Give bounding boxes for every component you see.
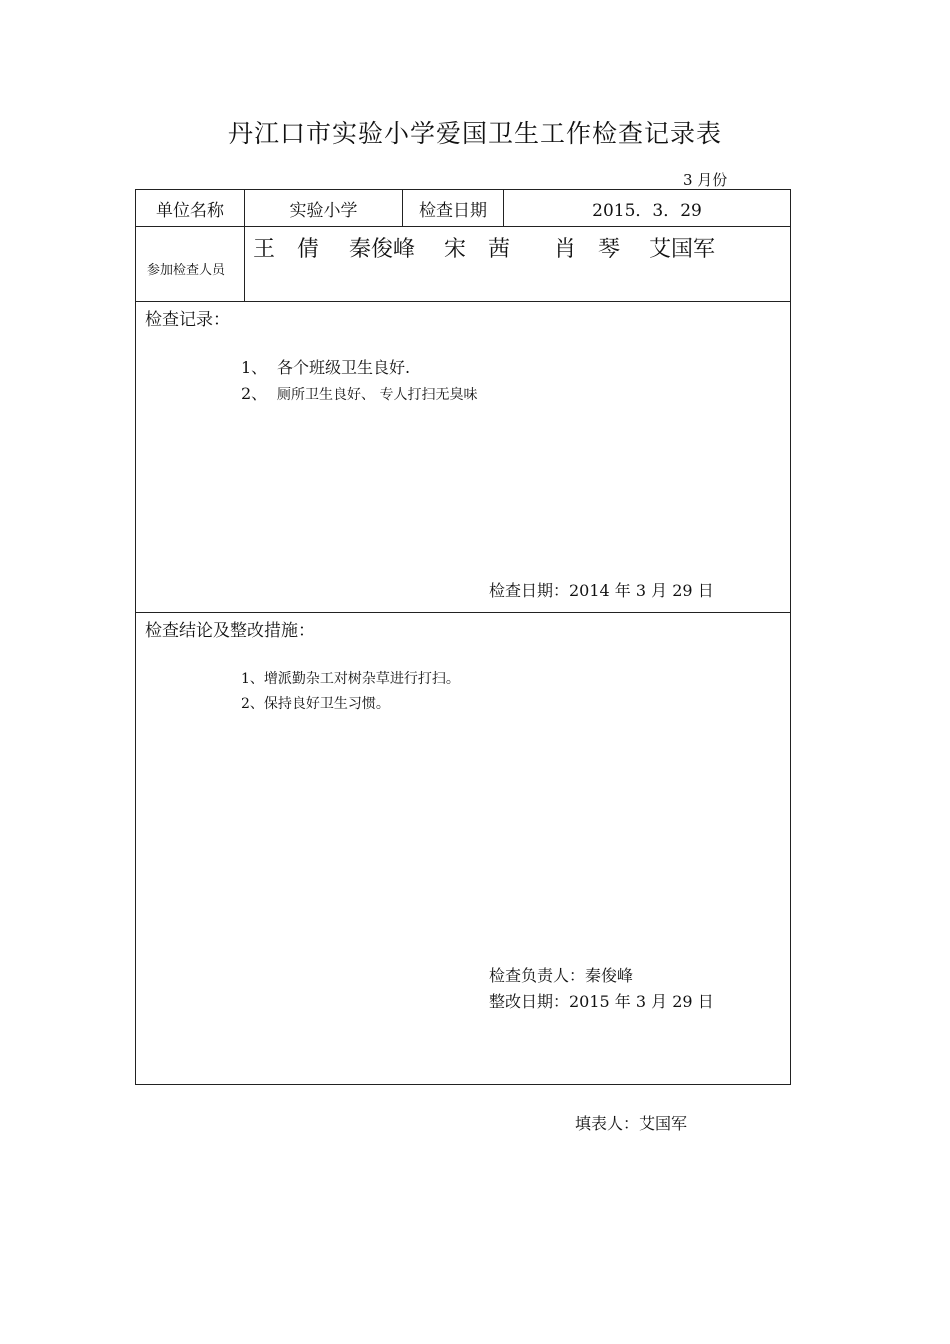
filled-by: 填表人：艾国军: [575, 1114, 688, 1133]
unit-name-label: 单位名称: [156, 200, 224, 221]
participant-name: 秦俊峰: [349, 237, 416, 262]
conclusion-item: 1、增派勤杂工对树杂草进行打扫。: [241, 671, 460, 687]
participant-name: 王 倩: [253, 237, 320, 262]
conclusion-heading: 检查结论及整改措施：: [145, 621, 315, 641]
record-date-line: 检查日期：2014 年 3 月 29 日: [489, 581, 714, 600]
record-item-text: 各个班级卫生良好.: [277, 358, 411, 377]
responsible-person: 检查负责人：秦俊峰: [489, 966, 634, 985]
record-item-text: 厕所卫生良好、 专人打扫无臭味: [277, 387, 478, 403]
month-label: 3 月份: [683, 171, 728, 189]
unit-name-value: 实验小学: [289, 200, 358, 221]
row-divider: [135, 226, 791, 227]
participant-name: 宋 茜: [444, 237, 511, 262]
participant-name: 艾国军: [649, 237, 716, 262]
table-border-right: [790, 189, 791, 1085]
table-border-bottom: [135, 1084, 791, 1085]
row-divider: [135, 612, 791, 613]
conclusion-item: 2、保持良好卫生习惯。: [241, 696, 390, 712]
table-border-left: [135, 189, 136, 1085]
check-date-label: 检查日期: [419, 200, 487, 221]
record-item-number: 1、: [241, 358, 268, 377]
record-item-number: 2、: [241, 384, 268, 403]
record-heading: 检查记录：: [145, 310, 230, 330]
page-title: 丹江口市实验小学爱国卫生工作检查记录表: [227, 119, 722, 148]
rectify-date: 整改日期：2015 年 3 月 29 日: [489, 992, 714, 1011]
participant-name: 肖 琴: [554, 237, 621, 262]
row-divider: [135, 301, 791, 302]
check-date-value: 2015．3．29: [592, 200, 702, 221]
participants-label: 参加检查人员: [147, 263, 226, 278]
